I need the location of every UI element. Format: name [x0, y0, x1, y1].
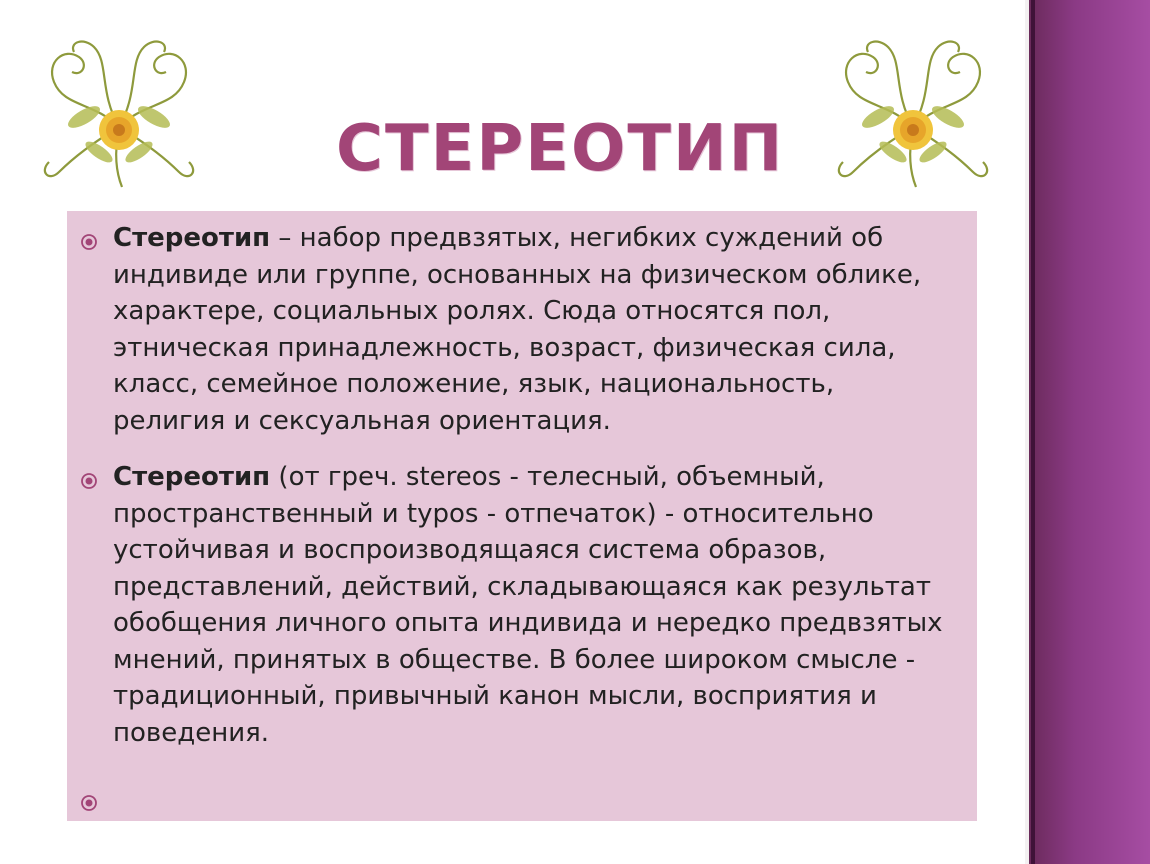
right-decorative-bar: [1025, 0, 1150, 864]
bullet-term: Стереотип: [113, 462, 271, 492]
bullet-paragraph-2: [113, 459, 953, 751]
floral-ornament-left-icon: [24, 22, 214, 192]
right-decorative-stripe: [1031, 0, 1035, 864]
bullet-paragraph-1: [113, 220, 953, 439]
bullet-text: (от греч. stereos - телесный, объемный, пространственный и typos - отпечаток) - относительно устойчивая и воспроизводящаяся система образов, представлений, действий, складывающаяся как результат обобщения личного опыта индивида и нередко предвзятых мнений, принятых в обществе. В более широком смысле - традиционный, привычный канон мысли, восприятия и поведения.: [113, 462, 943, 748]
bullet-term: Стереотип: [113, 223, 271, 253]
bullet-icon: [80, 472, 98, 490]
bullet-icon: [80, 794, 98, 812]
bullet-icon: [80, 233, 98, 251]
floral-ornament-right-icon: [818, 22, 1008, 192]
slide-title: СТЕРЕОТИП: [336, 112, 785, 186]
bullet-text: – набор предвзятых, негибких суждений об индивиде или группе, основанных на физическом облике, характере, социальных ролях. Сюда относятся пол, этническая принадлежность, возраст, физическая сила, класс, семейное положение, язык, национальность, религия и сексуальная ориентация.: [113, 223, 922, 436]
